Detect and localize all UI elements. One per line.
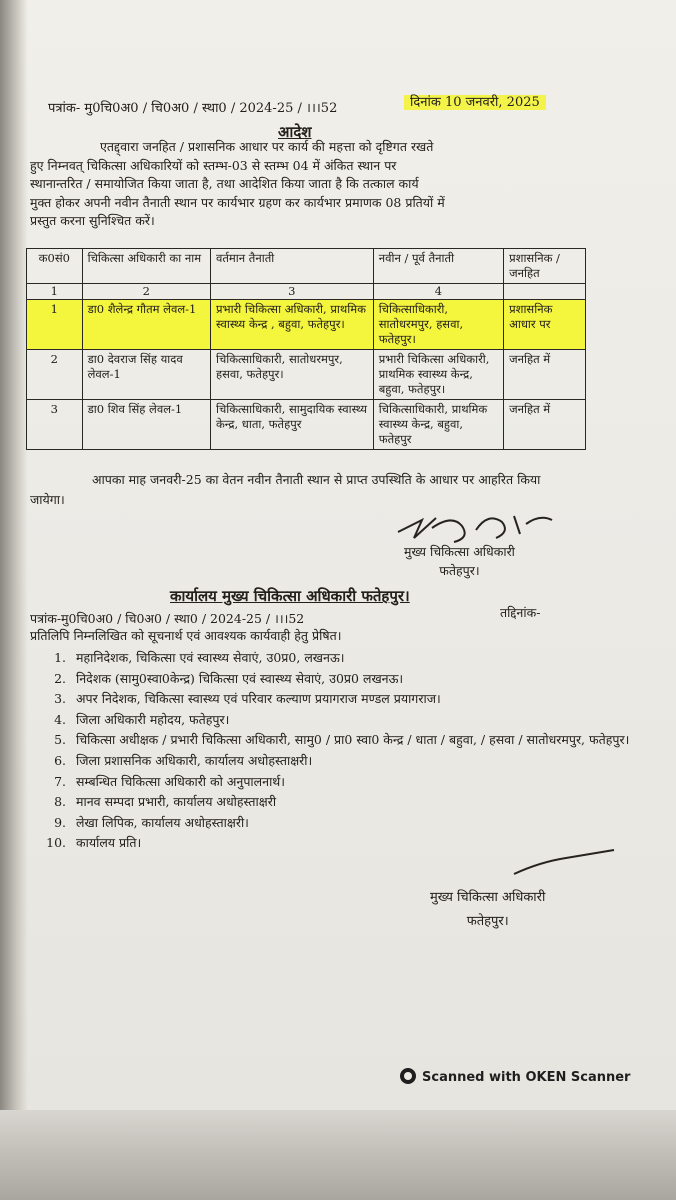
header-officer-name: चिकित्सा अधिकारी का नाम xyxy=(82,249,210,284)
salary-note: आपका माह जनवरी-25 का वेतन नवीन तैनाती स्थान से प्राप्त उपस्थिति के आधार पर आहरित किया जायेगा। xyxy=(30,472,541,507)
list-item: 9. लेखा लिपिक, कार्यालय अधोहस्ताक्षरी। xyxy=(70,813,630,834)
paragraph-line: मुक्त होकर अपनी नवीन तैनाती स्थान पर कार्यभार ग्रहण कर कार्यभार प्रमाणक 08 प्रतियों में xyxy=(30,194,445,210)
order-date xyxy=(404,92,546,110)
row-new-posting: चिकित्साधिकारी, प्राथमिक स्वास्थ्य केन्द्र, बहुवा, फतेहपुर xyxy=(373,400,503,450)
column-number: 4 xyxy=(373,284,503,300)
column-number: 1 xyxy=(27,284,83,300)
row-basis: जनहित में xyxy=(504,400,586,450)
row-current-posting: चिकित्साधिकारी, सामुदायिक स्वास्थ्य केन्द्र, धाता, फतेहपुर xyxy=(210,400,373,450)
row-serial: 2 xyxy=(27,350,83,400)
copy-signatory xyxy=(430,886,545,934)
page-edge-shadow xyxy=(0,0,28,1200)
header-basis: प्रशासनिक / जनहित xyxy=(504,249,586,284)
column-number xyxy=(504,284,586,300)
row-serial: 1 xyxy=(27,300,83,350)
row-new-posting: चिकित्साधिकारी, सातोधरमपुर, हसवा, फतेहपुर। xyxy=(373,300,503,350)
row-officer-name: डा0 शिव सिंह लेवल-1 xyxy=(82,400,210,450)
row-serial: 3 xyxy=(27,400,83,450)
order-heading: आदेश xyxy=(278,123,312,141)
order-paragraph xyxy=(30,138,570,231)
order-date-text: दिनांक 10 जनवरी, 2025 xyxy=(404,95,546,110)
table-row xyxy=(27,300,586,350)
copy-intro: प्रतिलिपि निम्नलिखित को सूचनार्थ एवं आवश्यक कार्यवाही हेतु प्रेषित। xyxy=(30,628,342,643)
order-signatory xyxy=(404,542,515,580)
column-number-row xyxy=(27,284,586,300)
signature-scribble xyxy=(510,844,620,880)
paragraph-line: हुए निम्नवत् चिकित्सा अधिकारियों को स्तम्भ-03 से स्तम्भ 04 में अंकित स्थान पर xyxy=(30,157,397,173)
scanner-logo-icon xyxy=(400,1068,416,1084)
list-item: 5. चिकित्सा अधीक्षक / प्रभारी चिकित्सा अधिकारी, सामु0 / प्रा0 स्वा0 केन्द्र / धाता / बहुवा, / हसवा / सातोधरमपुर, फतेहपुर। xyxy=(70,730,630,751)
copy-same-date: तद्दिनांक- xyxy=(500,605,541,620)
header-new-posting: नवीन / पूर्व तैनाती xyxy=(373,249,503,284)
list-item: 3. अपर निदेशक, चिकित्सा स्वास्थ्य एवं परिवार कल्याण प्रयागराज मण्डल प्रयागराज। xyxy=(70,689,630,710)
posting-table xyxy=(26,248,586,450)
row-officer-name: डा0 शैलेन्द्र गौतम लेवल-1 xyxy=(82,300,210,350)
scanner-watermark xyxy=(400,1068,630,1085)
paragraph-line: प्रस्तुत करना सुनिश्चित करें। xyxy=(30,213,155,228)
row-current-posting: प्रभारी चिकित्सा अधिकारी, प्राथमिक स्वास्थ्य केन्द्र , बहुवा, फतेहपुर। xyxy=(210,300,373,350)
row-current-posting: चिकित्साधिकारी, सातोधरमपुर, हसवा, फतेहपुर। xyxy=(210,350,373,400)
order-reference: पत्रांक- मु0चि0अ0 / चि0अ0 / स्था0 / 2024-25 / ।।।52 xyxy=(48,101,338,116)
header-current-posting: वर्तमान तैनाती xyxy=(210,249,373,284)
table-header-row xyxy=(27,249,586,284)
signatory-place: फतेहपुर। xyxy=(466,914,509,929)
list-item: 4. जिला अधिकारी महोदय, फतेहपुर। xyxy=(70,710,630,731)
column-number: 3 xyxy=(210,284,373,300)
row-officer-name: डा0 देवराज सिंह यादव लेवल-1 xyxy=(82,350,210,400)
column-number: 2 xyxy=(82,284,210,300)
signatory-title: मुख्य चिकित्सा अधिकारी xyxy=(404,544,515,559)
row-basis: प्रशासनिक आधार पर xyxy=(504,300,586,350)
row-new-posting: प्रभारी चिकित्सा अधिकारी, प्राथमिक स्वास्थ्य केन्द्र, बहुवा, फतेहपुर। xyxy=(373,350,503,400)
table-row xyxy=(27,400,586,450)
table-row xyxy=(27,350,586,400)
list-item: 2. निदेशक (सामु0स्वा0केन्द्र) चिकित्सा एवं स्वास्थ्य सेवाएं, उ0प्र0 लखनऊ। xyxy=(70,669,630,690)
list-item: 6. जिला प्रशासनिक अधिकारी, कार्यालय अधोहस्ताक्षरी। xyxy=(70,751,630,772)
paragraph-line: एतद्द्वारा जनहित / प्रशासनिक आधार पर कार्य की महत्ता को दृष्टिगत रखते xyxy=(100,139,434,154)
list-item: 10. कार्यालय प्रति। xyxy=(70,833,630,854)
list-item: 7. सम्बन्धित चिकित्सा अधिकारी को अनुपालनार्थ। xyxy=(70,772,630,793)
signatory-place: फतेहपुर। xyxy=(439,563,480,578)
list-item: 8. मानव सम्पदा प्रभारी, कार्यालय अधोहस्ताक्षरी xyxy=(70,792,630,813)
signatory-title: मुख्य चिकित्सा अधिकारी xyxy=(430,890,546,905)
row-basis: जनहित में xyxy=(504,350,586,400)
scanner-watermark-text: Scanned with OKEN Scanner xyxy=(422,1070,631,1085)
list-item: 1. महानिदेशक, चिकित्सा एवं स्वास्थ्य सेवाएं, उ0प्र0, लखनऊ। xyxy=(70,648,630,669)
page-bottom-fold xyxy=(0,1110,676,1200)
header-serial: क0सं0 xyxy=(27,249,83,284)
office-title: कार्यालय मुख्य चिकित्सा अधिकारी फतेहपुर। xyxy=(170,587,410,605)
paragraph-line: स्थानान्तरित / समायोजित किया जाता है, तथा आदेशित किया जाता है कि तत्काल कार्य xyxy=(30,176,419,191)
recipient-list xyxy=(40,648,630,854)
copy-reference: पत्रांक-मु0चि0अ0 / चि0अ0 / स्था0 / 2024-25 / ।।।52 xyxy=(30,611,305,626)
